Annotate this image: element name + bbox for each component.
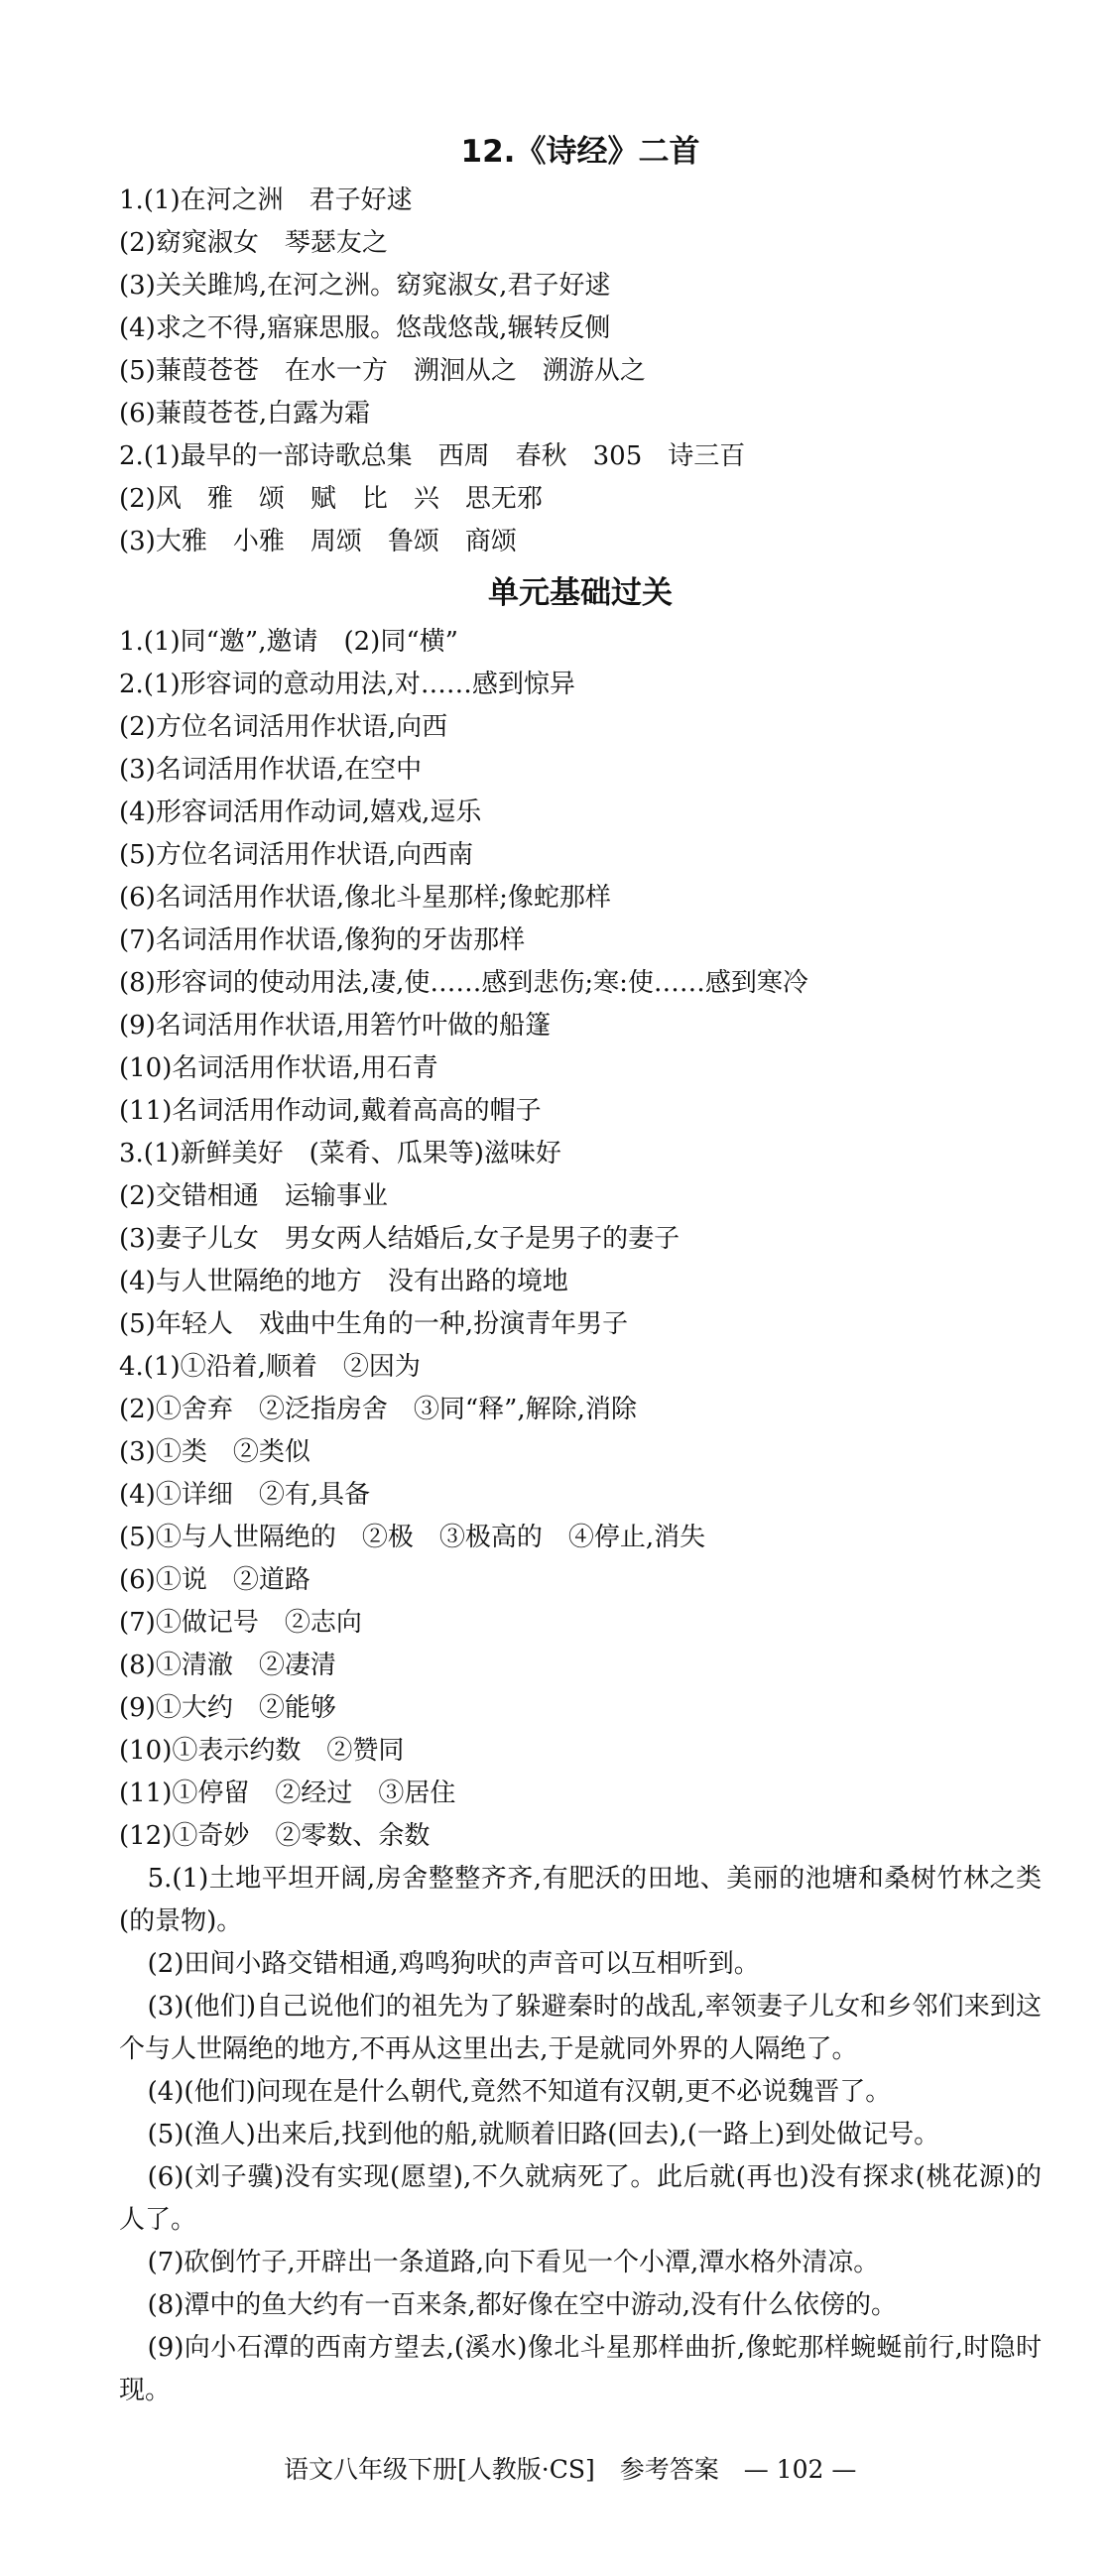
answer-line: (6)蒹葭苍苍,白露为霜 bbox=[119, 399, 371, 429]
answer-line: 2.(1)形容词的意动用法,对……感到惊异 bbox=[119, 670, 575, 699]
answer-line: (3)名词活用作状语,在空中 bbox=[119, 755, 423, 785]
unit-review-answers bbox=[119, 621, 1042, 1858]
answer-line: (2)交错相通 运输事业 bbox=[119, 1181, 388, 1211]
answer-line: (5)蒹葭苍苍 在水一方 溯洄从之 溯游从之 bbox=[119, 356, 646, 386]
translation-paragraph: (4)(他们)问现在是什么朝代,竟然不知道有汉朝,更不必说魏晋了。 bbox=[147, 2077, 892, 2107]
answer-line: (10)名词活用作状语,用石青 bbox=[119, 1053, 438, 1083]
answer-line: (5)①与人世隔绝的 ②极 ③极高的 ④停止,消失 bbox=[119, 1523, 706, 1552]
answer-line: (10)①表示约数 ②赞同 bbox=[119, 1736, 405, 1766]
answer-line: (3)关关雎鸠,在河之洲。窈窕淑女,君子好逑 bbox=[119, 271, 611, 301]
translation-paragraph: 5.(1)土地平坦开阔,房舍整整齐齐,有肥沃的田地、美丽的池塘和桑树竹林之类(的景物)。 bbox=[119, 1864, 1042, 1936]
answer-line: (7)名词活用作状语,像狗的牙齿那样 bbox=[119, 925, 526, 955]
answer-line: (2)方位名词活用作状语,向西 bbox=[119, 712, 448, 742]
answer-line: 4.(1)①沿着,顺着 ②因为 bbox=[119, 1352, 421, 1382]
answer-line: (11)名词活用作动词,戴着高高的帽子 bbox=[119, 1096, 542, 1126]
section-title-unit-review: 单元基础过关 bbox=[488, 575, 673, 611]
answer-line: 3.(1)新鲜美好 (菜肴、瓜果等)滋味好 bbox=[119, 1139, 561, 1168]
answer-line: (5)方位名词活用作状语,向西南 bbox=[119, 840, 474, 870]
answer-line: (3)妻子儿女 男女两人结婚后,女子是男子的妻子 bbox=[119, 1224, 681, 1254]
translation-paragraph: (7)砍倒竹子,开辟出一条道路,向下看见一个小潭,潭水格外清凉。 bbox=[147, 2248, 880, 2277]
page-content bbox=[119, 127, 1042, 2412]
page-footer: 语文八年级下册[人教版·CS] 参考答案 — 102 — bbox=[284, 2455, 857, 2484]
translation-paragraph: (8)潭中的鱼大约有一百来条,都好像在空中游动,没有什么依傍的。 bbox=[147, 2290, 897, 2320]
translation-paragraph: (3)(他们)自己说他们的祖先为了躲避秦时的战乱,率领妻子儿女和乡邻们来到这个与人世隔绝的地方,不再从这里出去,于是就同外界的人隔绝了。 bbox=[119, 1992, 1042, 2064]
answer-line: 1.(1)同“邀”,邀请 (2)同“横” bbox=[119, 627, 458, 657]
answer-line: (8)①清澈 ②凄清 bbox=[119, 1651, 336, 1680]
answer-line: (2)①舍弃 ②泛指房舍 ③同“释”,解除,消除 bbox=[119, 1395, 637, 1424]
translation-paragraph: (9)向小石潭的西南方望去,(溪水)像北斗星那样曲折,像蛇那样蜿蜒前行,时隐时现。 bbox=[119, 2333, 1042, 2405]
answer-line: (4)①详细 ②有,具备 bbox=[119, 1480, 371, 1510]
section-title-shijing: 12.《诗经》二首 bbox=[460, 134, 700, 170]
shijing-answers bbox=[119, 180, 1042, 563]
answer-line: 2.(1)最早的一部诗歌总集 西周 春秋 305 诗三百 bbox=[119, 441, 746, 471]
answer-line: (11)①停留 ②经过 ③居住 bbox=[119, 1779, 456, 1808]
answer-line: (3)大雅 小雅 周颂 鲁颂 商颂 bbox=[119, 527, 517, 556]
answer-line: (6)①说 ②道路 bbox=[119, 1565, 310, 1595]
translation-paragraph: (6)(刘子骥)没有实现(愿望),不久就病死了。此后就(再也)没有探求(桃花源)的人了。 bbox=[119, 2162, 1042, 2235]
answer-line: (2)窈窕淑女 琴瑟友之 bbox=[119, 228, 388, 258]
answer-line: (9)名词活用作状语,用箬竹叶做的船篷 bbox=[119, 1011, 552, 1041]
answer-line: (9)①大约 ②能够 bbox=[119, 1693, 336, 1723]
translation-answers bbox=[119, 1858, 1042, 2412]
answer-line: (4)求之不得,寤寐思服。悠哉悠哉,辗转反侧 bbox=[119, 313, 611, 343]
answer-line: (4)与人世隔绝的地方 没有出路的境地 bbox=[119, 1267, 568, 1296]
answer-line: (12)①奇妙 ②零数、余数 bbox=[119, 1821, 431, 1851]
answer-line: (3)①类 ②类似 bbox=[119, 1437, 310, 1467]
answer-line: (6)名词活用作状语,像北斗星那样;像蛇那样 bbox=[119, 883, 611, 913]
answer-line: (4)形容词活用作动词,嬉戏,逗乐 bbox=[119, 797, 482, 827]
translation-paragraph: (2)田间小路交错相通,鸡鸣狗吠的声音可以互相听到。 bbox=[147, 1949, 760, 1979]
answer-line: (5)年轻人 戏曲中生角的一种,扮演青年男子 bbox=[119, 1309, 629, 1339]
translation-paragraph: (5)(渔人)出来后,找到他的船,就顺着旧路(回去),(一路上)到处做记号。 bbox=[147, 2120, 940, 2149]
answer-line: 1.(1)在河之洲 君子好逑 bbox=[119, 185, 413, 215]
answer-line: (7)①做记号 ②志向 bbox=[119, 1608, 362, 1638]
answer-line: (2)风 雅 颂 赋 比 兴 思无邪 bbox=[119, 484, 543, 514]
answer-line: (8)形容词的使动用法,凄,使……感到悲伤;寒:使……感到寒冷 bbox=[119, 968, 808, 998]
